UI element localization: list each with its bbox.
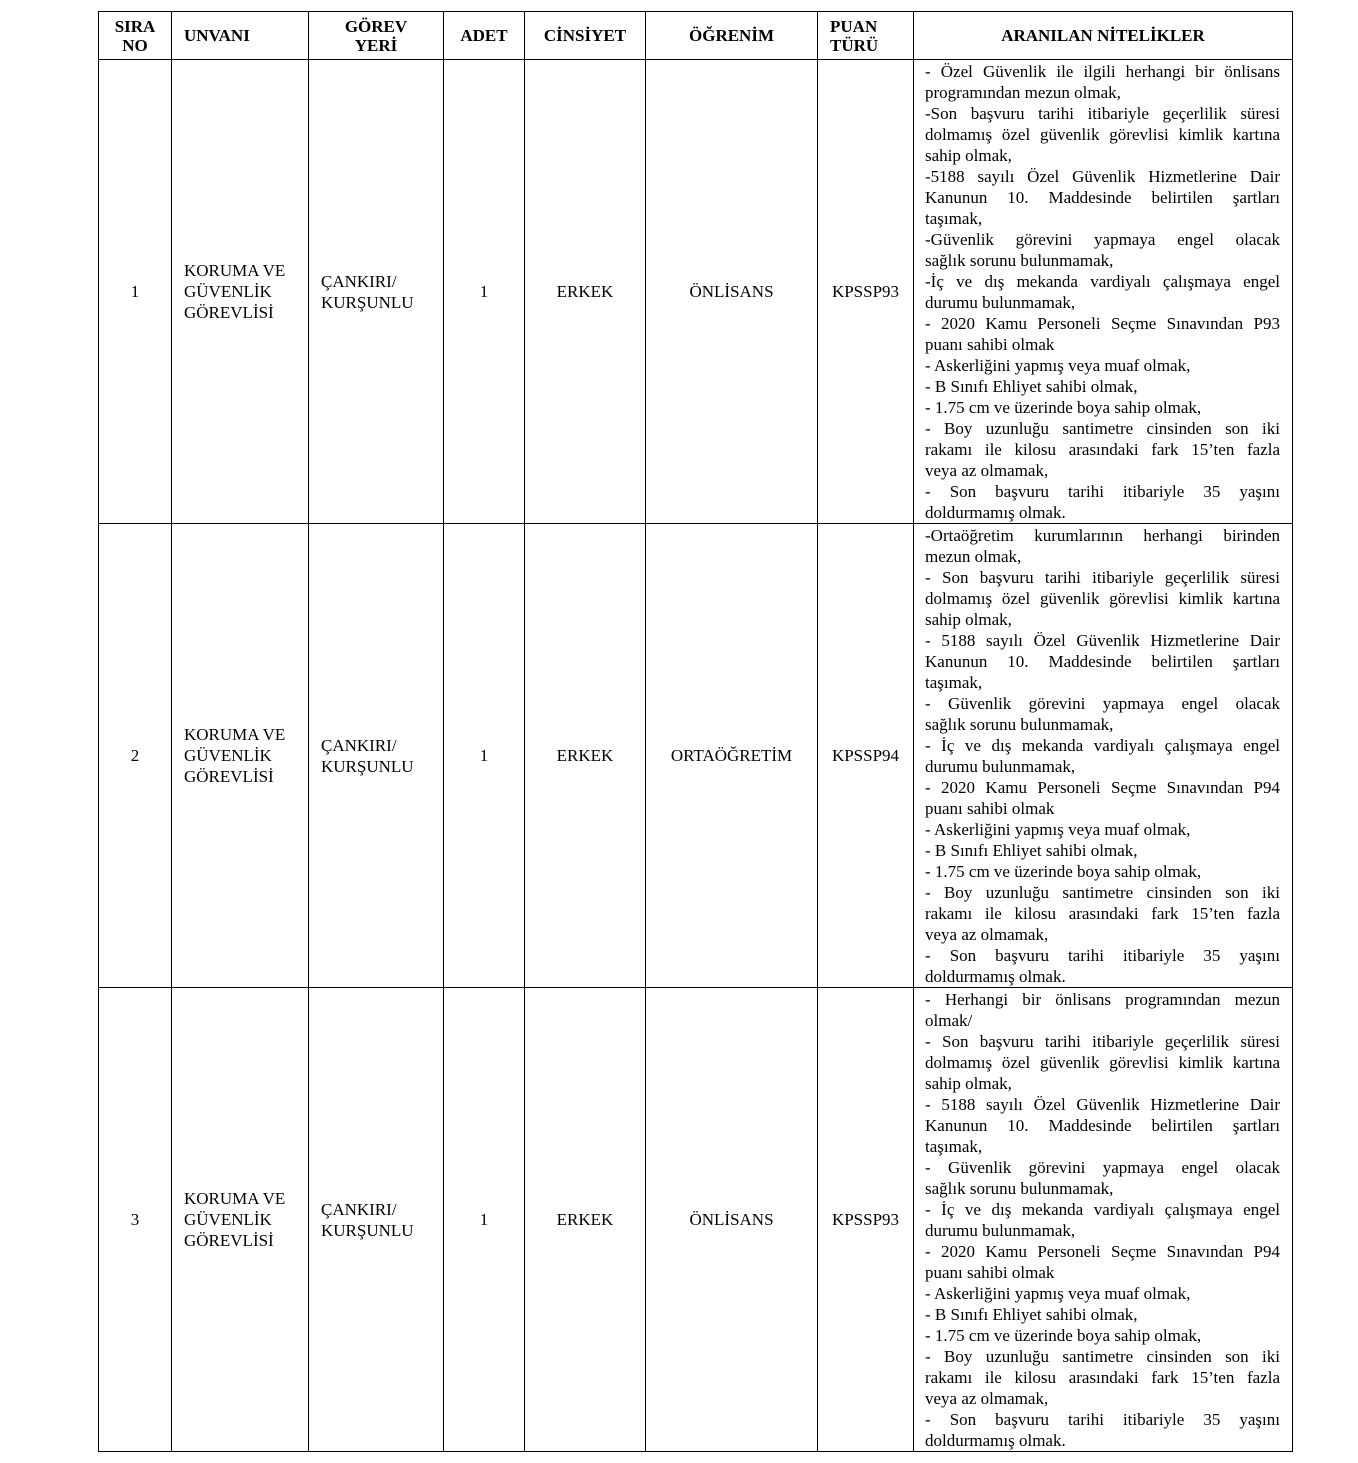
nitelik-line: veya az olmamak, <box>925 461 1049 480</box>
header-gorev-yeri-line: GÖREV <box>344 16 408 36</box>
header-sira-no-line: NO <box>122 35 148 55</box>
gorev-yeri-line: KURŞUNLU <box>321 1220 414 1240</box>
nitelik-line: dolmamış özel güvenlik görevlisi kimlik kartına <box>925 1053 1280 1072</box>
positions-table <box>98 11 1293 1452</box>
nitelik-line: durumu bulunmamak, <box>925 293 1076 312</box>
nitelik-line: - 1.75 cm ve üzerinde boya sahip olmak, <box>925 1326 1202 1345</box>
header-cinsiyet: CİNSİYET <box>525 12 646 60</box>
nitelik-line: - Askerliğini yapmış veya muaf olmak, <box>925 820 1191 839</box>
nitelik-line: taşımak, <box>925 673 983 692</box>
table-row <box>99 988 1293 1452</box>
header-ogrenim: ÖĞRENİM <box>646 12 818 60</box>
nitelik-line: dolmamış özel güvenlik görevlisi kimlik kartına <box>925 125 1280 144</box>
nitelik-line: - B Sınıfı Ehliyet sahibi olmak, <box>925 841 1138 860</box>
nitelik-line: - Güvenlik görevini yapmaya engel olacak <box>925 694 1280 713</box>
unvani-line: KORUMA VE <box>184 725 286 744</box>
header-sira-no-line: SIRA <box>114 16 156 36</box>
header-row <box>99 12 1293 60</box>
nitelik-line: Kanunun 10. Maddesinde belirtilen şartları <box>925 1116 1280 1135</box>
nitelik-line: -Güvenlik görevini yapmaya engel olacak <box>925 230 1280 249</box>
gorev-yeri-line: ÇANKIRI/ <box>321 271 397 291</box>
nitelik-line: - 1.75 cm ve üzerinde boya sahip olmak, <box>925 398 1202 417</box>
nitelik-line: puanı sahibi olmak <box>925 335 1055 354</box>
nitelik-line: taşımak, <box>925 1137 983 1156</box>
sira-no-cell: 2 <box>99 524 172 988</box>
nitelik-line: - Son başvuru tarihi itibariyle 35 yaşını <box>925 482 1280 501</box>
unvani-cell <box>172 524 309 988</box>
gorev-yeri-line: KURŞUNLU <box>321 292 414 312</box>
adet-cell: 1 <box>444 60 525 524</box>
unvani-line: GÜVENLİK <box>184 1210 272 1229</box>
unvani-line: KORUMA VE <box>184 1189 286 1208</box>
nitelik-line: - 5188 sayılı Özel Güvenlik Hizmetlerine Dair <box>925 1095 1280 1114</box>
nitelik-line: - Askerliğini yapmış veya muaf olmak, <box>925 1284 1191 1303</box>
header-unvani: UNVANI <box>172 12 309 60</box>
unvani-line: GÖREVLİSİ <box>184 767 274 786</box>
nitelik-line: - 5188 sayılı Özel Güvenlik Hizmetlerine Dair <box>925 631 1280 650</box>
nitelik-line: - Boy uzunluğu santimetre cinsinden son iki <box>925 1347 1280 1366</box>
gorev-yeri-cell <box>309 988 444 1452</box>
unvani-line: KORUMA VE <box>184 261 286 280</box>
nitelik-line: doldurmamış olmak. <box>925 1431 1066 1450</box>
gorev-yeri-line: ÇANKIRI/ <box>321 735 397 755</box>
nitelik-line: doldurmamış olmak. <box>925 503 1066 522</box>
nitelik-line: - 2020 Kamu Personeli Seçme Sınavından P94 <box>925 1242 1280 1261</box>
nitelik-line: rakamı ile kilosu arasındaki fark 15’ten fazla <box>925 440 1280 459</box>
nitelik-line: programından mezun olmak, <box>925 83 1121 102</box>
nitelik-line: sahip olmak, <box>925 146 1012 165</box>
adet-cell: 1 <box>444 524 525 988</box>
unvani-line: GÖREVLİSİ <box>184 303 274 322</box>
header-gorev-yeri <box>309 12 444 60</box>
nitelik-line: veya az olmamak, <box>925 925 1049 944</box>
ogrenim-cell: ÖNLİSANS <box>646 60 818 524</box>
header-gorev-yeri-line: YERİ <box>354 35 398 55</box>
nitelik-line: - Son başvuru tarihi itibariyle geçerlilik süresi <box>925 568 1280 587</box>
nitelik-line: durumu bulunmamak, <box>925 1221 1076 1240</box>
gorev-yeri-cell <box>309 60 444 524</box>
nitelik-line: - Güvenlik görevini yapmaya engel olacak <box>925 1158 1280 1177</box>
nitelik-line: rakamı ile kilosu arasındaki fark 15’ten fazla <box>925 1368 1280 1387</box>
adet-cell: 1 <box>444 988 525 1452</box>
header-aranilan-nitelikler: ARANILAN NİTELİKLER <box>914 12 1293 60</box>
nitelik-line: olmak/ <box>925 1011 973 1030</box>
nitelik-line: - 1.75 cm ve üzerinde boya sahip olmak, <box>925 862 1202 881</box>
gorev-yeri-line: KURŞUNLU <box>321 756 414 776</box>
nitelik-line: -Son başvuru tarihi itibariyle geçerlilik süresi <box>925 104 1280 123</box>
nitelik-line: - 2020 Kamu Personeli Seçme Sınavından P93 <box>925 314 1280 333</box>
nitelik-line: rakamı ile kilosu arasındaki fark 15’ten fazla <box>925 904 1280 923</box>
unvani-cell <box>172 60 309 524</box>
header-puan-turu <box>818 12 914 60</box>
nitelik-line: - B Sınıfı Ehliyet sahibi olmak, <box>925 1305 1138 1324</box>
nitelik-line: taşımak, <box>925 209 983 228</box>
nitelik-line: - Son başvuru tarihi itibariyle 35 yaşını <box>925 946 1280 965</box>
nitelik-line: puanı sahibi olmak <box>925 1263 1055 1282</box>
unvani-cell <box>172 988 309 1452</box>
nitelik-line: sahip olmak, <box>925 610 1012 629</box>
nitelik-line: doldurmamış olmak. <box>925 967 1066 986</box>
nitelik-line: sahip olmak, <box>925 1074 1012 1093</box>
nitelik-line: - Son başvuru tarihi itibariyle 35 yaşını <box>925 1410 1280 1429</box>
sira-no-cell: 3 <box>99 988 172 1452</box>
nitelik-line: - İç ve dış mekanda vardiyalı çalışmaya engel <box>925 736 1280 755</box>
ogrenim-cell: ORTAÖĞRETİM <box>646 524 818 988</box>
nitelik-line: -Ortaöğretim kurumlarının herhangi birinden <box>925 526 1280 545</box>
puan-turu-cell: KPSSP93 <box>818 60 914 524</box>
nitelik-line: sağlık sorunu bulunmamak, <box>925 251 1114 270</box>
nitelik-line: dolmamış özel güvenlik görevlisi kimlik kartına <box>925 589 1280 608</box>
header-puan-turu-line: TÜRÜ <box>830 35 879 55</box>
nitelik-line: - Boy uzunluğu santimetre cinsinden son iki <box>925 883 1280 902</box>
gorev-yeri-line: ÇANKIRI/ <box>321 1199 397 1219</box>
nitelik-line: sağlık sorunu bulunmamak, <box>925 715 1114 734</box>
unvani-line: GÜVENLİK <box>184 746 272 765</box>
unvani-line: GÜVENLİK <box>184 282 272 301</box>
cinsiyet-cell: ERKEK <box>525 60 646 524</box>
cinsiyet-cell: ERKEK <box>525 524 646 988</box>
table-row <box>99 524 1293 988</box>
nitelik-line: -İç ve dış mekanda vardiyalı çalışmaya engel <box>925 272 1280 291</box>
nitelik-line: - Özel Güvenlik ile ilgili herhangi bir önlisans <box>925 62 1280 81</box>
nitelikler-cell <box>914 524 1293 988</box>
nitelik-line: mezun olmak, <box>925 547 1022 566</box>
nitelikler-cell <box>914 988 1293 1452</box>
nitelik-line: sağlık sorunu bulunmamak, <box>925 1179 1114 1198</box>
ogrenim-cell: ÖNLİSANS <box>646 988 818 1452</box>
header-sira-no <box>99 12 172 60</box>
unvani-line: GÖREVLİSİ <box>184 1231 274 1250</box>
nitelik-line: puanı sahibi olmak <box>925 799 1055 818</box>
nitelik-line: - İç ve dış mekanda vardiyalı çalışmaya engel <box>925 1200 1280 1219</box>
nitelik-line: - Boy uzunluğu santimetre cinsinden son iki <box>925 419 1280 438</box>
nitelik-line: - Herhangi bir önlisans programından mezun <box>925 990 1280 1009</box>
table-row <box>99 60 1293 524</box>
nitelik-line: -5188 sayılı Özel Güvenlik Hizmetlerine Dair <box>925 167 1280 186</box>
cinsiyet-cell: ERKEK <box>525 988 646 1452</box>
nitelik-line: veya az olmamak, <box>925 1389 1049 1408</box>
gorev-yeri-cell <box>309 524 444 988</box>
nitelik-line: - B Sınıfı Ehliyet sahibi olmak, <box>925 377 1138 396</box>
header-puan-turu-line: PUAN <box>830 16 878 36</box>
nitelikler-cell <box>914 60 1293 524</box>
nitelik-line: Kanunun 10. Maddesinde belirtilen şartları <box>925 188 1280 207</box>
nitelik-line: Kanunun 10. Maddesinde belirtilen şartları <box>925 652 1280 671</box>
nitelik-line: - 2020 Kamu Personeli Seçme Sınavından P94 <box>925 778 1280 797</box>
nitelik-line: - Askerliğini yapmış veya muaf olmak, <box>925 356 1191 375</box>
nitelik-line: - Son başvuru tarihi itibariyle geçerlilik süresi <box>925 1032 1280 1051</box>
nitelik-line: durumu bulunmamak, <box>925 757 1076 776</box>
puan-turu-cell: KPSSP93 <box>818 988 914 1452</box>
header-adet: ADET <box>444 12 525 60</box>
sira-no-cell: 1 <box>99 60 172 524</box>
puan-turu-cell: KPSSP94 <box>818 524 914 988</box>
